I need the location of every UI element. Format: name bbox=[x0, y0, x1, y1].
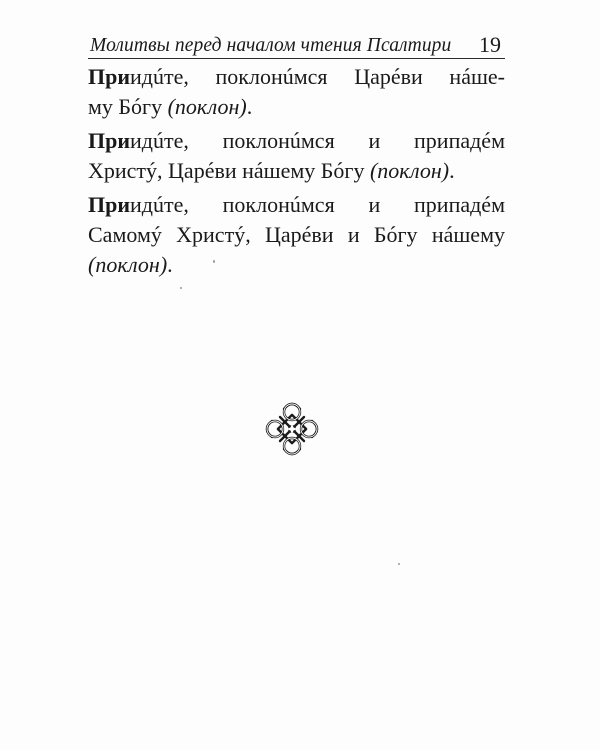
line-text: идúте, поклонúмся и припадéм bbox=[130, 128, 505, 153]
header-title: Молитвы перед началом чтения Псалтири bbox=[90, 35, 452, 56]
bold-initial: При bbox=[88, 192, 131, 217]
prayer-paragraph-3 bbox=[88, 190, 505, 280]
rubric-bow: (поклон) bbox=[167, 94, 247, 119]
text-line bbox=[88, 220, 505, 250]
prayer-paragraph-2 bbox=[88, 126, 505, 186]
line-text: идúте, поклонúмся Царéви нáше- bbox=[130, 64, 505, 89]
celtic-knot-icon bbox=[264, 401, 320, 457]
line-end: . bbox=[246, 94, 253, 119]
line-text: идúте, поклонúмся и припадéм bbox=[130, 192, 505, 217]
text-line bbox=[88, 126, 505, 156]
text-line bbox=[88, 92, 505, 122]
text-line bbox=[88, 190, 505, 220]
rubric-bow: (поклон) bbox=[369, 158, 450, 183]
line-text: Самомý Христý, Царéви и Бóгу нáшему bbox=[88, 222, 505, 247]
paper-speck bbox=[180, 287, 182, 289]
text-line bbox=[88, 156, 505, 186]
prayer-block bbox=[88, 62, 505, 280]
line-end: . bbox=[167, 252, 173, 277]
bold-initial: При bbox=[88, 64, 131, 89]
paper-speck bbox=[398, 563, 400, 565]
line-end: . bbox=[449, 158, 455, 183]
line-text: му Бóгу bbox=[88, 94, 168, 119]
paper-speck bbox=[213, 260, 215, 263]
running-header bbox=[88, 30, 505, 59]
rubric-bow: (поклон) bbox=[88, 252, 168, 277]
bold-initial: При bbox=[88, 128, 131, 153]
line-text: Христý, Царéви нáшему Бóгу bbox=[88, 158, 370, 183]
text-line bbox=[88, 62, 505, 92]
page-number: 19 bbox=[479, 32, 501, 57]
text-line bbox=[88, 250, 505, 280]
prayer-paragraph-1 bbox=[88, 62, 505, 122]
